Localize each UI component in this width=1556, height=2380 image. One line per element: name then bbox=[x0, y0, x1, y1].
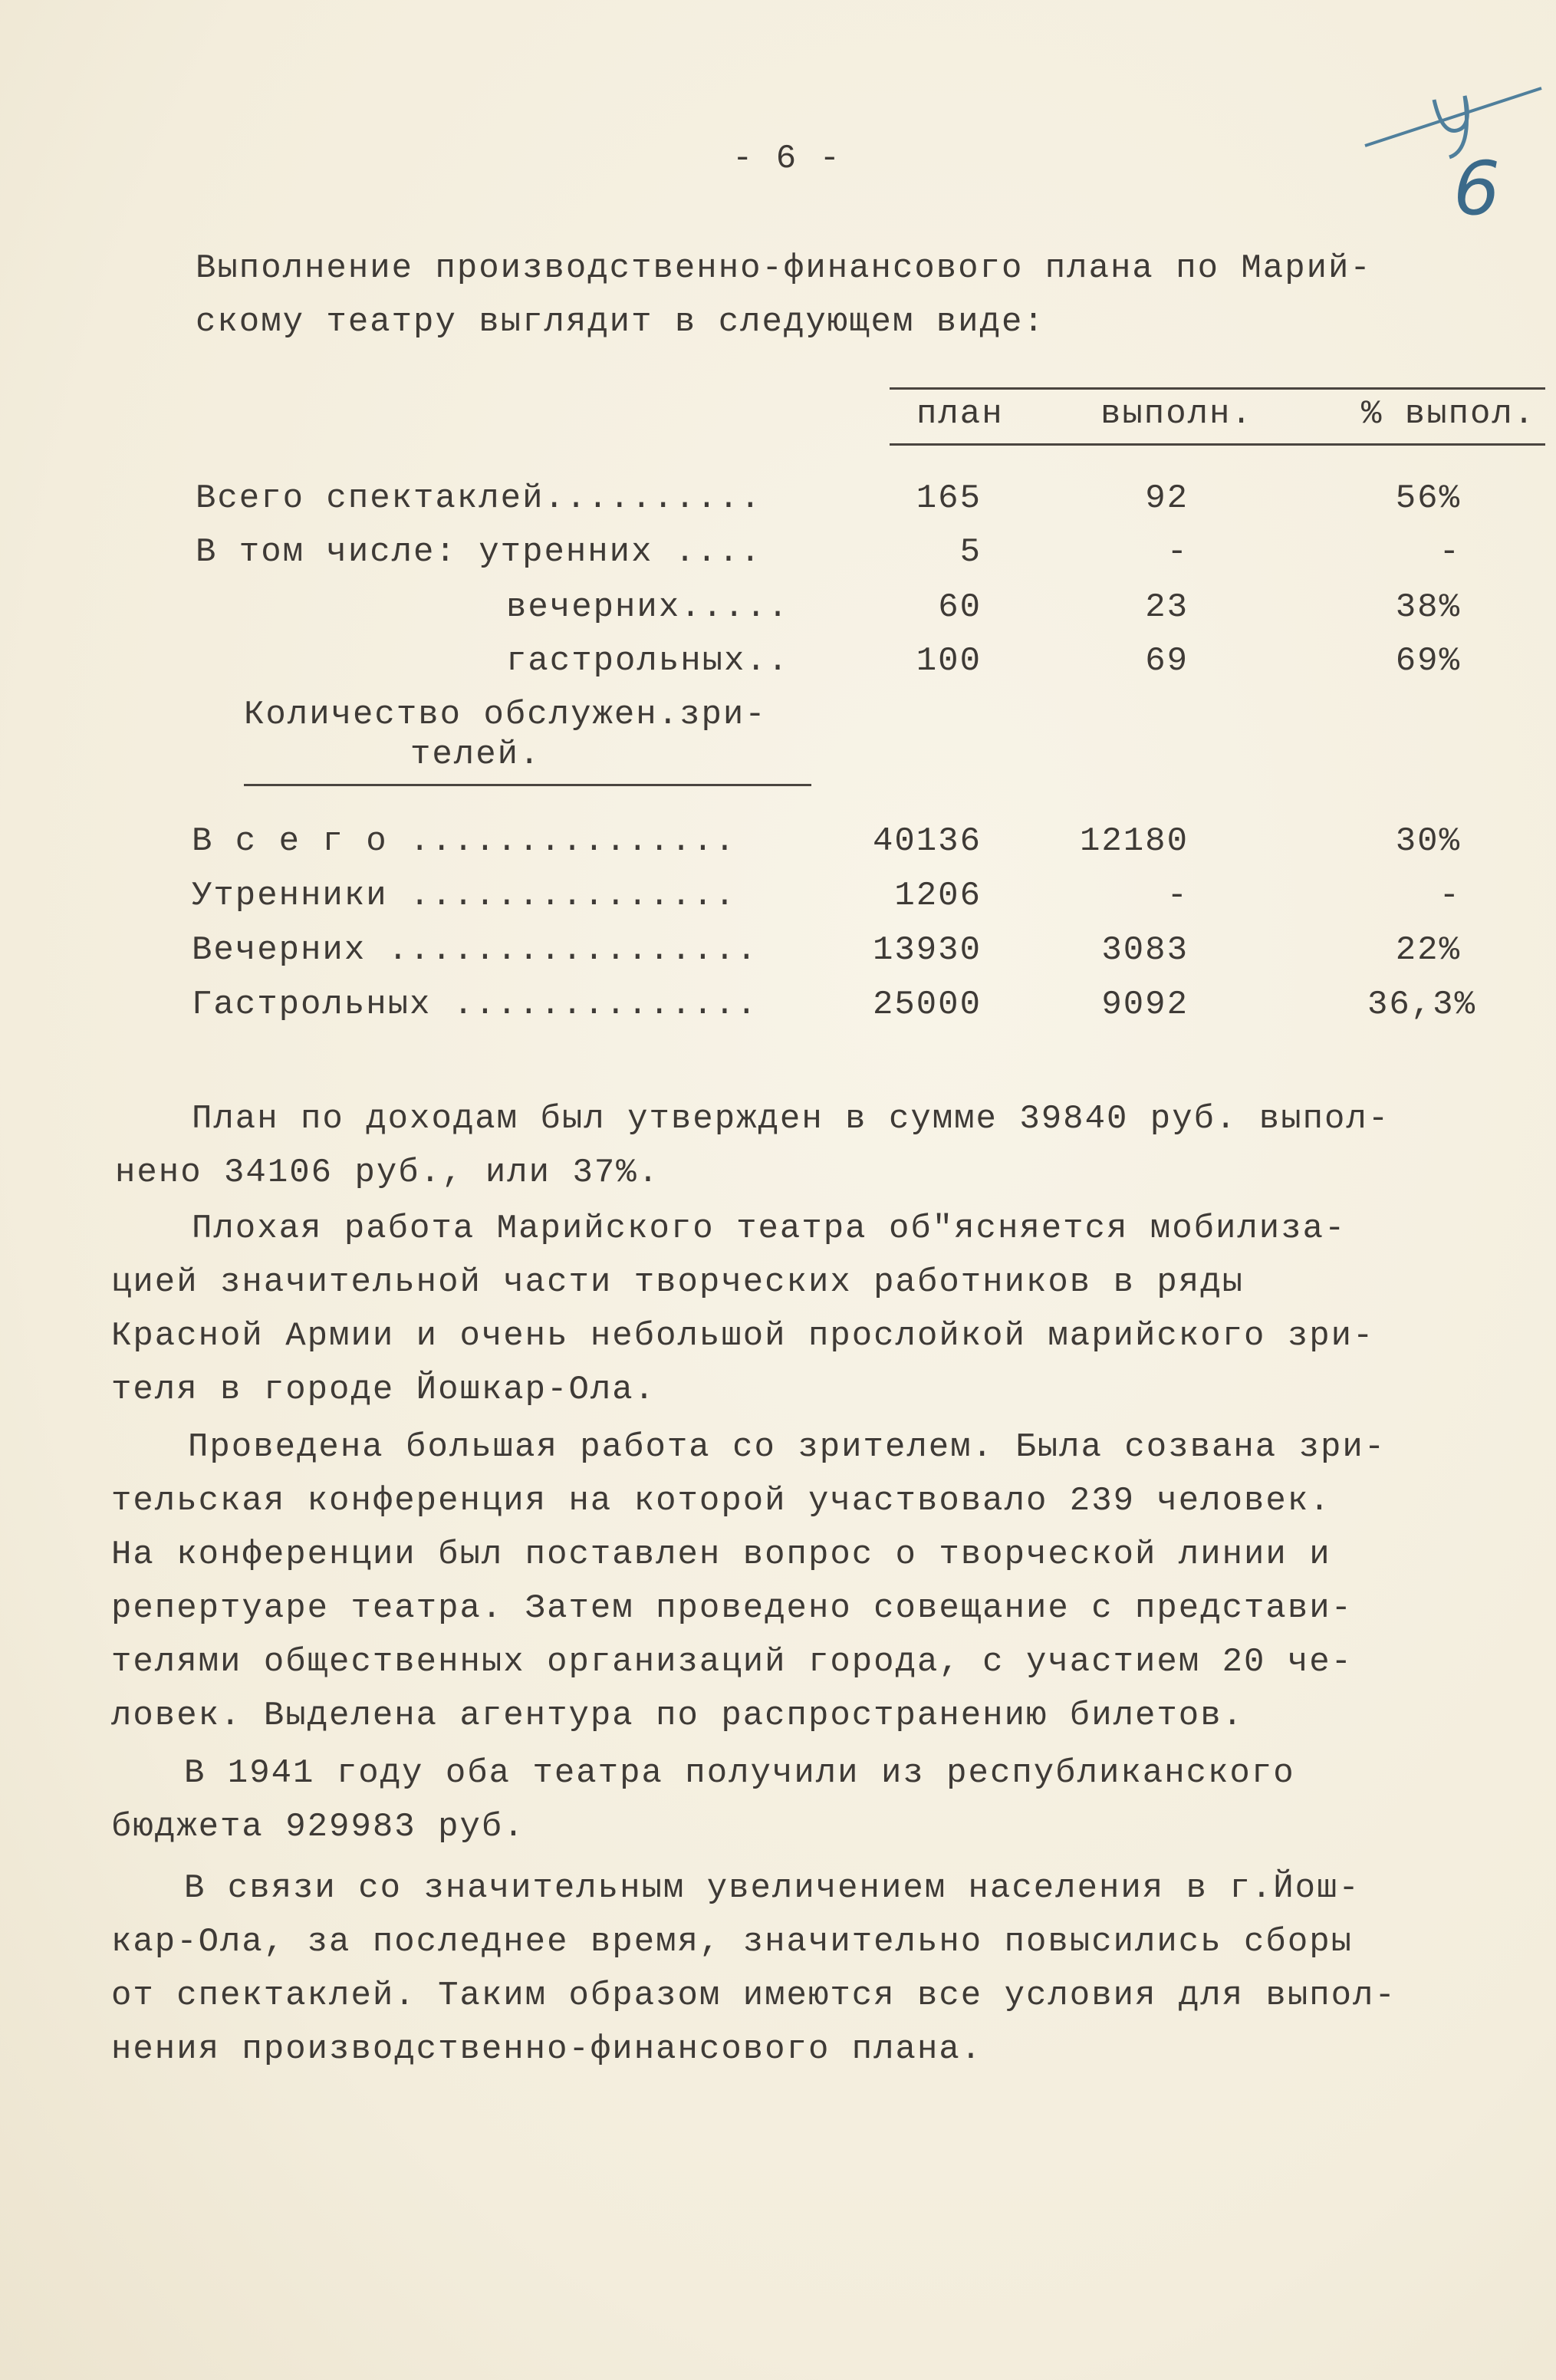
paragraph-line: тельская конференция на которой участвовало 239 человек. bbox=[111, 1482, 1331, 1520]
row-label: Гастрольных .............. bbox=[192, 986, 758, 1024]
row-done: - bbox=[1166, 877, 1189, 915]
row-done: 3083 bbox=[1101, 931, 1189, 969]
row-plan: 100 bbox=[916, 642, 982, 680]
subheading-line-2: телей. bbox=[410, 736, 541, 774]
row-plan: 165 bbox=[916, 479, 982, 518]
col-header-pct: % выпол. bbox=[1361, 395, 1536, 433]
row-pct: 22% bbox=[1395, 931, 1461, 969]
row-label: В с е г о ............... bbox=[192, 822, 737, 861]
row-done: 69 bbox=[1145, 642, 1189, 680]
row-done: 9092 bbox=[1101, 986, 1189, 1024]
row-plan: 25000 bbox=[872, 986, 982, 1024]
row-plan: 60 bbox=[938, 588, 982, 627]
paragraph-line: Проведена большая работа со зрителем. Была созвана зри- bbox=[188, 1428, 1387, 1467]
intro-line-2: скому театру выглядит в следующем виде: bbox=[196, 303, 1045, 341]
row-pct: 69% bbox=[1395, 642, 1461, 680]
row-pct: 36,3% bbox=[1367, 986, 1476, 1024]
row-pct: 56% bbox=[1395, 479, 1461, 518]
subheading-line-1: Количество обслужен.зри- bbox=[244, 696, 767, 734]
paragraph-line: теля в городе Йошкар-Ола. bbox=[111, 1371, 656, 1409]
row-label: В том числе: утренних .... bbox=[196, 533, 762, 571]
col-header-done: выполн. bbox=[1100, 395, 1253, 433]
page-number: - 6 - bbox=[732, 140, 842, 178]
paragraph-line: кар-Ола, за последнее время, значительно повысились сборы bbox=[111, 1923, 1354, 1961]
row-done: 23 bbox=[1145, 588, 1189, 627]
paragraph-line: репертуаре театра. Затем проведено совещание с представи- bbox=[111, 1589, 1354, 1628]
row-pct: 38% bbox=[1395, 588, 1461, 627]
paragraph-line: На конференции был поставлен вопрос о творческой линии и bbox=[111, 1536, 1331, 1574]
paragraph-line: телями общественных организаций города, с участием 20 че- bbox=[111, 1643, 1354, 1681]
paragraph-line: План по доходам был утвержден в сумме 39840 руб. выпол- bbox=[192, 1100, 1390, 1138]
subheading-rule bbox=[244, 784, 811, 786]
paragraph-line: Плохая работа Марийского театра об"ясняется мобилиза- bbox=[192, 1210, 1347, 1248]
row-label: вечерних..... bbox=[506, 588, 790, 627]
paragraph-line: В 1941 году оба театра получили из республиканского bbox=[184, 1754, 1295, 1792]
paragraph-line: В связи со значительным увеличением населения в г.Йош- bbox=[184, 1869, 1360, 1908]
row-plan: 13930 bbox=[872, 931, 982, 969]
paragraph-line: нения производственно-финансового плана. bbox=[111, 2030, 983, 2069]
row-done: - bbox=[1166, 533, 1189, 571]
paragraph-line: цией значительной части творческих работников в ряды bbox=[111, 1263, 1245, 1302]
col-header-plan: план bbox=[916, 395, 1004, 433]
header-rule-top bbox=[890, 387, 1545, 390]
row-pct: - bbox=[1439, 533, 1461, 571]
row-pct: - bbox=[1439, 877, 1461, 915]
row-plan: 1206 bbox=[894, 877, 982, 915]
row-label: Утренники ............... bbox=[192, 877, 737, 915]
header-rule-bottom bbox=[890, 443, 1545, 446]
row-label: Вечерних ................. bbox=[192, 931, 758, 969]
paragraph-line: от спектаклей. Таким образом имеются все условия для выпол- bbox=[111, 1977, 1396, 2015]
row-label: Всего спектаклей.......... bbox=[196, 479, 762, 518]
intro-line-1: Выполнение производственно-финансового плана по Марий- bbox=[196, 249, 1372, 288]
paragraph-line: бюджета 929983 руб. bbox=[111, 1808, 525, 1846]
folio-number: 6 bbox=[1453, 146, 1501, 232]
row-pct: 30% bbox=[1395, 822, 1461, 861]
row-plan: 40136 bbox=[872, 822, 982, 861]
paragraph-line: ловек. Выделена агентура по распространению билетов. bbox=[111, 1697, 1245, 1735]
paragraph-line: Красной Армии и очень небольшой прослойкой марийского зри- bbox=[111, 1317, 1375, 1355]
row-label: гастрольных.. bbox=[506, 642, 790, 680]
row-plan: 5 bbox=[959, 533, 982, 571]
row-done: 92 bbox=[1145, 479, 1189, 518]
archive-folio-strokes bbox=[1350, 73, 1549, 165]
paragraph-line: нено 34106 руб., или 37%. bbox=[115, 1154, 660, 1192]
row-done: 12180 bbox=[1079, 822, 1189, 861]
